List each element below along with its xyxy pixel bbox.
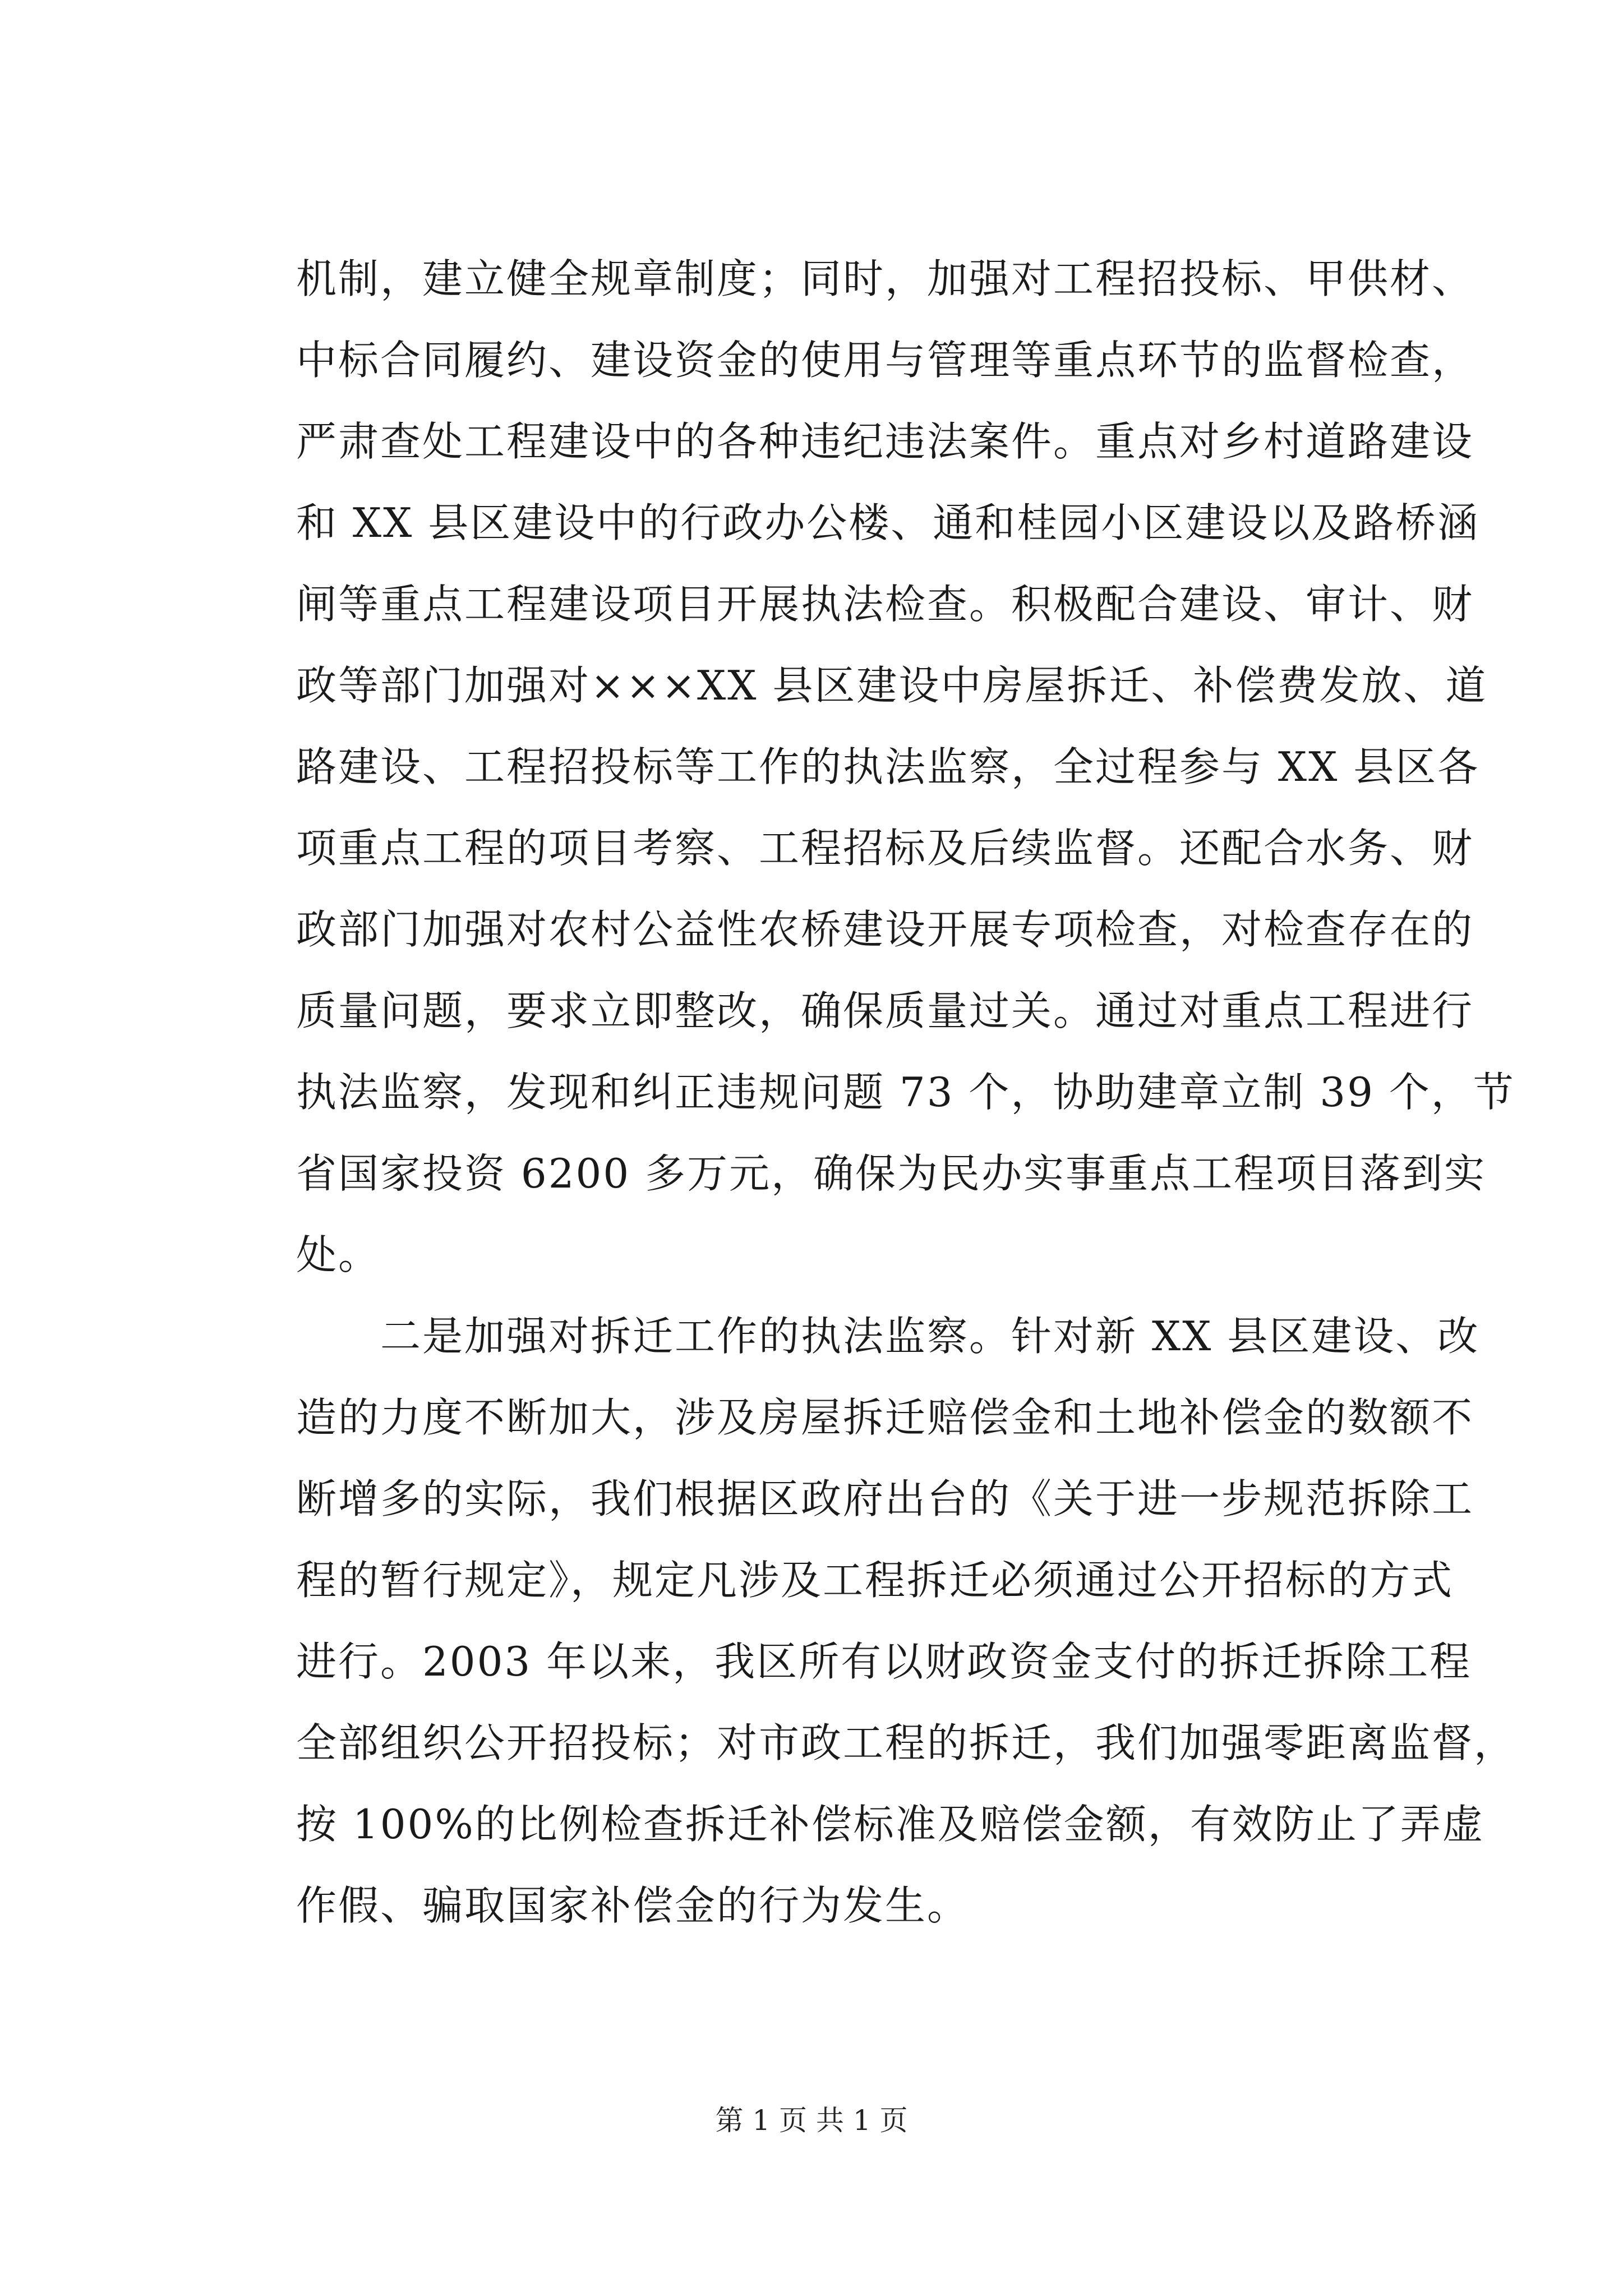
text-line: 按 100%的比例检查拆迁补偿标准及赔偿金额，有效防止了弄虚 xyxy=(296,1801,1484,1848)
text-line: 处。 xyxy=(296,1231,381,1278)
text-line: 和 XX 县区建设中的行政办公楼、通和桂园小区建设以及路桥涵 xyxy=(296,499,1480,546)
text-line: 政等部门加强对×××XX 县区建设中房屋拆迁、补偿费发放、道 xyxy=(296,662,1488,709)
text-line: 质量问题，要求立即整改，确保质量过关。通过对重点工程进行 xyxy=(296,987,1474,1034)
text-line: 作假、骗取国家补偿金的行为发生。 xyxy=(296,1882,970,1929)
text-line: 政部门加强对农村公益性农桥建设开展专项检查，对检查存在的 xyxy=(296,906,1474,953)
text-line: 进行。2003 年以来，我区所有以财政资金支付的拆迁拆除工程 xyxy=(296,1638,1472,1685)
text-line: 项重点工程的项目考察、工程招标及后续监督。还配合水务、财 xyxy=(296,825,1474,872)
page-footer: 第 1 页 共 1 页 xyxy=(715,2104,908,2137)
text-line: 机制，建立健全规章制度；同时，加强对工程招投标、甲供材、 xyxy=(296,255,1474,302)
text-line: 断增多的实际，我们根据区政府出台的《关于进一步规范拆除工 xyxy=(296,1475,1474,1522)
text-line: 严肃查处工程建设中的各种违纪违法案件。重点对乡村道路建设 xyxy=(296,418,1474,465)
text-line: 中标合同履约、建设资金的使用与管理等重点环节的监督检查， xyxy=(296,337,1474,384)
text-line: 程的暂行规定》，规定凡涉及工程拆迁必须通过公开招标的方式 xyxy=(296,1557,1454,1604)
text-line: 执法监察，发现和纠正违规问题 73 个，协助建章立制 39 个，节 xyxy=(296,1069,1515,1116)
text-line: 全部组织公开招投标；对市政工程的拆迁，我们加强零距离监督， xyxy=(296,1719,1516,1766)
text-line: 造的力度不断加大，涉及房屋拆迁赔偿金和土地补偿金的数额不 xyxy=(296,1394,1474,1441)
text-line: 闸等重点工程建设项目开展执法检查。积极配合建设、审计、财 xyxy=(296,581,1474,628)
paragraph-first-line: 二是加强对拆迁工作的执法监察。针对新 XX 县区建设、改 xyxy=(380,1313,1480,1360)
text-line: 路建设、工程招投标等工作的执法监察，全过程参与 XX 县区各 xyxy=(296,743,1480,790)
text-line: 省国家投资 6200 多万元，确保为民办实事重点工程项目落到实 xyxy=(296,1150,1487,1197)
